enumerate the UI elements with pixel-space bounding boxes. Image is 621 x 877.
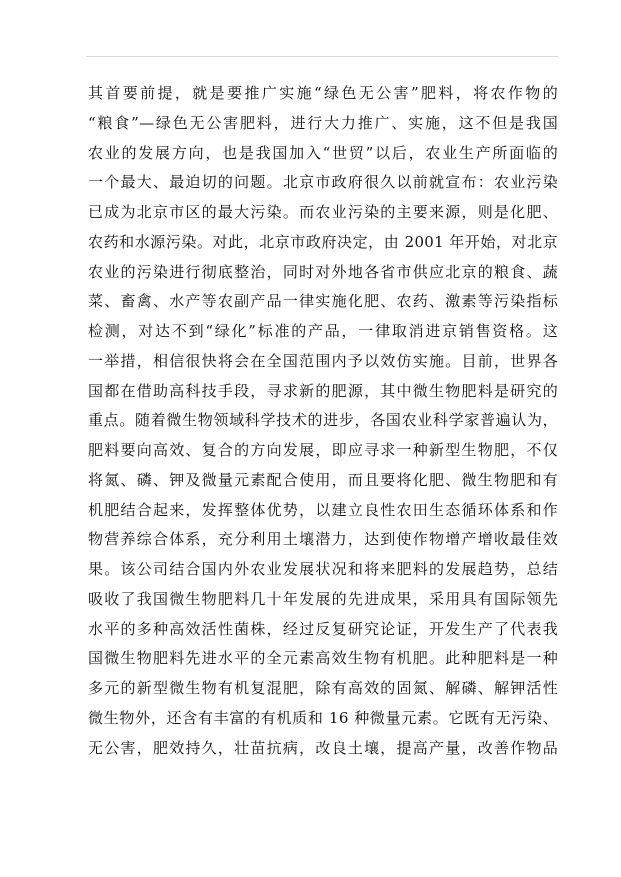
text-line-23: 无公害，肥效持久，壮苗抗病，改良土壤，提高产量，改善作物品 [88,738,558,757]
text-line-4: 一个最大、最迫切的问题。北京市政府很久以前就宣布：农业污染 [88,173,558,192]
text-line-20: 国微生物肥料先进水平的全元素高效生物有机肥。此种肥料是一种 [88,649,558,668]
text-line-15: 机肥结合起来，发挥整体优势，以建立良性农田生态循环体系和作 [88,500,558,519]
text-line-11: 国都在借助高科技手段，寻求新的肥源，其中微生物肥料是研究的 [88,381,558,400]
text-line-1: 其首要前提，就是要推广实施“绿色无公害”肥料，将农作物的 [88,84,558,102]
text-line-13: 肥料要向高效、复合的方向发展，即应寻求一种新型生物肥，不仅 [88,441,558,459]
text-line-3: 农业的发展方向，也是我国加入“世贸”以后，农业生产所面临的 [88,143,558,162]
body-paragraph [88,79,558,763]
text-line-14: 将氮、磷、钾及微量元素配合使用，而且要将化肥、微生物肥和有 [88,470,558,489]
text-line-8: 菜、畜禽、水产等农副产品一律实施化肥、农药、激素等污染指标 [88,292,558,311]
text-line-21: 多元的新型微生物有机复混肥，除有高效的固氮、解磷、解钾活性 [88,679,558,697]
text-line-10: 一举措，相信很快将会在全国范围内予以效仿实施。目前，世界各 [88,351,558,370]
text-line-5: 已成为北京市区的最大污染。而农业污染的主要来源，则是化肥、 [88,203,558,221]
text-line-2: “粮食”—绿色无公害肥料，进行大力推广、实施，这不但是我国 [88,113,558,132]
text-line-17: 果。该公司结合国内外农业发展状况和将来肥料的发展趋势，总结 [88,560,558,578]
header-divider [86,56,558,57]
text-line-6: 农药和水源污染。对此，北京市政府决定，由 2001 年开始，对北京 [88,232,558,251]
text-line-12: 重点。随着微生物领域科学技术的进步，各国农业科学家普遍认为， [88,411,558,430]
text-line-9: 检测，对达不到“绿化”标准的产品，一律取消进京销售资格。这 [88,322,558,340]
text-line-22: 微生物外，还含有丰富的有机质和 16 种微量元素。它既有无污染、 [88,708,558,727]
text-line-19: 水平的多种高效活性菌株，经过反复研究论证，开发生产了代表我 [88,619,558,638]
text-line-16: 物营养综合体系，充分利用土壤潜力，达到使作物增产增收最佳效 [88,530,558,549]
text-line-7: 农业的污染进行彻底整治，同时对外地各省市供应北京的粮食、蔬 [88,262,558,281]
text-line-18: 吸收了我国微生物肥料几十年发展的先进成果，采用具有国际领先 [88,589,558,608]
